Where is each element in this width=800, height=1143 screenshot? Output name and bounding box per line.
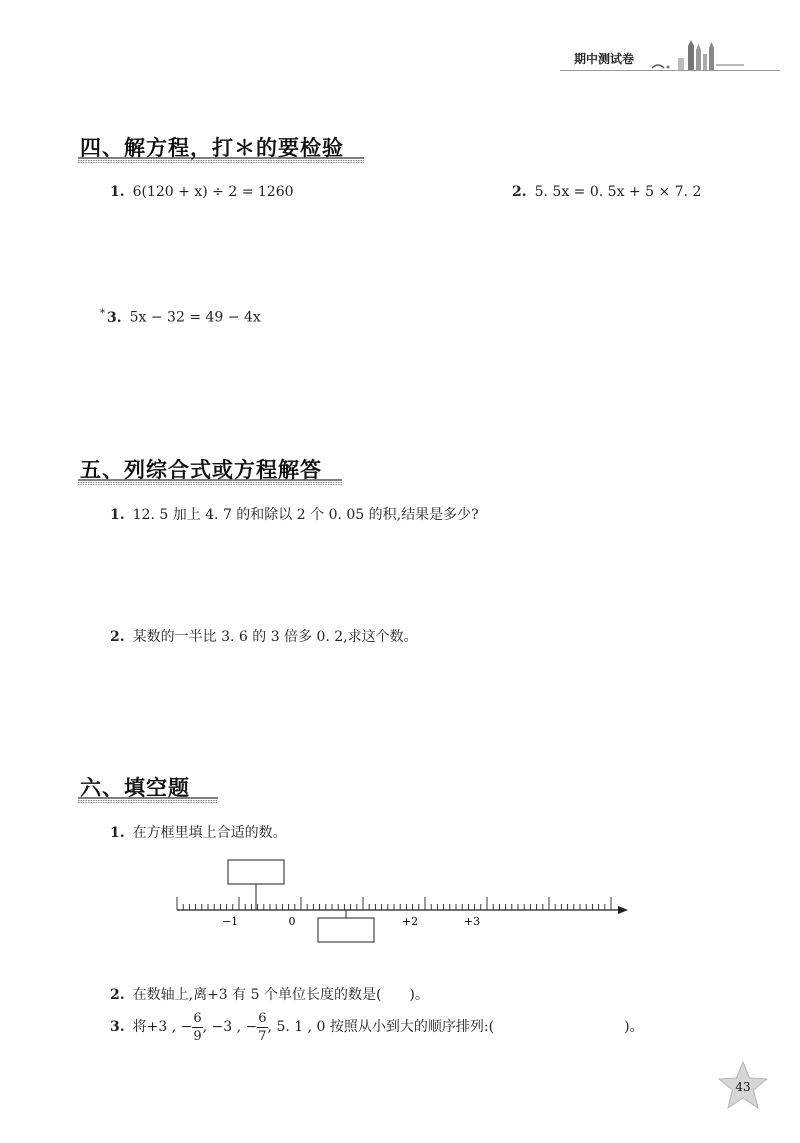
check-mark: * — [100, 308, 105, 319]
question-number: 3. — [107, 309, 122, 326]
tick-label: +2 — [401, 915, 419, 928]
answer-box-top[interactable] — [228, 860, 284, 884]
question-number: 3. — [110, 1019, 125, 1035]
number-line — [170, 855, 640, 950]
question-5-2 — [110, 626, 418, 646]
question-4-2 — [512, 184, 701, 200]
number-line-arrow — [618, 906, 628, 914]
question-text: 5. 5x = 0. 5x + 5 × 7. 2 — [534, 184, 702, 200]
fraction-numerator: 6 — [258, 1010, 267, 1026]
question-text: 5x − 32 = 49 − 4x — [129, 309, 261, 326]
tick-label: +3 — [463, 915, 481, 928]
question-number: 2. — [110, 629, 125, 645]
question-6-1 — [110, 822, 287, 842]
negative-sign: − — [245, 1019, 258, 1035]
question-number: 1. — [110, 507, 125, 523]
page-number: 43 — [735, 1080, 751, 1094]
question-number: 1. — [110, 825, 125, 841]
section-6-underline — [78, 797, 228, 805]
section-4-underline — [78, 157, 368, 165]
negative-sign: − — [180, 1019, 193, 1035]
section-title-6: 六、填空题 — [80, 776, 190, 800]
question-5-1 — [110, 504, 479, 524]
question-6-2 — [110, 984, 429, 1004]
question-number: 1. — [110, 184, 125, 200]
question-text-close: )。 — [624, 1019, 644, 1035]
question-text: 某数的一半比 3. 6 的 3 倍多 0. 2,求这个数。 — [132, 629, 418, 645]
fraction-denominator: 7 — [258, 1028, 267, 1044]
header-label: 期中测试卷 — [574, 52, 635, 66]
section-5-underline — [78, 479, 348, 487]
question-text: 6(120 + x) ÷ 2 = 1260 — [132, 184, 294, 200]
tick-label: −1 — [221, 915, 239, 928]
tick-label: 0 — [288, 915, 296, 928]
question-text-suffix: , 5. 1 , 0 按照从小到大的顺序排列:( — [267, 1019, 495, 1035]
section-title-5: 五、列综合式或方程解答 — [80, 458, 322, 482]
header-decoration-icon — [648, 40, 748, 74]
question-6-3 — [110, 1007, 644, 1047]
fraction-denominator: 9 — [193, 1028, 202, 1044]
question-text: 在数轴上,离+3 有 5 个单位长度的数是( )。 — [132, 987, 429, 1003]
question-text-prefix: 将+3 , — [132, 1019, 181, 1035]
fraction-numerator: 6 — [193, 1010, 202, 1026]
question-text: 在方框里填上合适的数。 — [132, 825, 287, 841]
number-line-ticks — [177, 897, 611, 910]
question-number: 2. — [110, 987, 125, 1003]
question-number: 2. — [512, 184, 527, 200]
question-text-mid: , −3 , — [202, 1019, 246, 1035]
fraction-1 — [192, 1012, 202, 1043]
section-title-4: 四、解方程，打＊的要检验 — [80, 136, 344, 160]
answer-box-bottom[interactable] — [318, 918, 374, 942]
question-text: 12. 5 加上 4. 7 的和除以 2 个 0. 05 的积,结果是多少? — [132, 507, 479, 523]
fraction-2 — [257, 1012, 267, 1043]
question-4-1 — [110, 184, 294, 200]
question-4-3 — [100, 308, 261, 326]
